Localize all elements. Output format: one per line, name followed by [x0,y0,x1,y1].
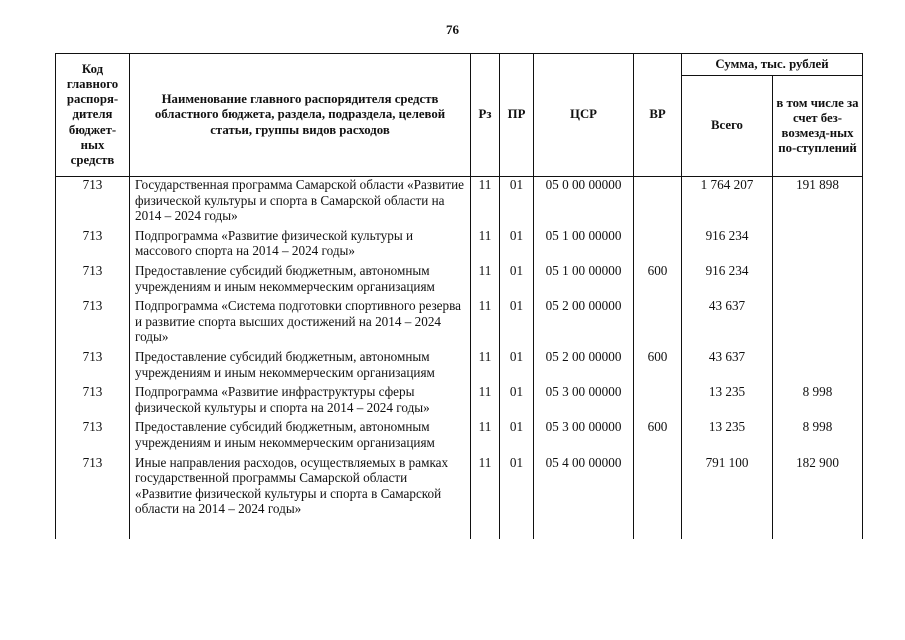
cell-csr: 05 3 00 00000 [534,384,634,419]
cell-total: 13 235 [682,419,773,454]
cell-total: 916 234 [682,263,773,298]
cell-code: 713 [56,298,130,349]
cell-incl [773,349,863,384]
table-row [56,455,863,539]
cell-code: 713 [56,263,130,298]
header-rz: Рз [471,54,500,177]
cell-code: 713 [56,349,130,384]
cell-csr: 05 4 00 00000 [534,455,634,539]
cell-total: 1 764 207 [682,177,773,228]
cell-incl [773,228,863,263]
cell-total: 791 100 [682,455,773,539]
cell-incl: 191 898 [773,177,863,228]
cell-rz: 11 [471,384,500,419]
cell-csr: 05 0 00 00000 [534,177,634,228]
cell-rz: 11 [471,177,500,228]
cell-name: Иные направления расходов, осуществляемых в рамках государственной программы Самарской области «Развитие физической культуры и спорта в Самарской области на 2014 – 2024 годы» [130,455,471,539]
table-row [56,419,863,454]
cell-total: 13 235 [682,384,773,419]
header-sum-group: Сумма, тыс. рублей [682,54,863,76]
header-total: Всего [682,76,773,177]
cell-csr: 05 1 00 00000 [534,228,634,263]
cell-name: Предоставление субсидий бюджетным, автономным учреждениям и иным некоммерческим организациям [130,419,471,454]
cell-code: 713 [56,384,130,419]
cell-name: Предоставление субсидий бюджетным, автономным учреждениям и иным некоммерческим организациям [130,263,471,298]
cell-pr: 01 [500,263,534,298]
cell-vr: 600 [634,263,682,298]
cell-total: 43 637 [682,298,773,349]
cell-csr: 05 2 00 00000 [534,349,634,384]
cell-name: Предоставление субсидий бюджетным, автономным учреждениям и иным некоммерческим организациям [130,349,471,384]
cell-pr: 01 [500,384,534,419]
cell-vr [634,384,682,419]
cell-vr [634,228,682,263]
cell-rz: 11 [471,263,500,298]
cell-rz: 11 [471,228,500,263]
cell-code: 713 [56,177,130,228]
header-row-top [56,54,863,76]
table-row [56,177,863,228]
cell-pr: 01 [500,177,534,228]
cell-incl: 182 900 [773,455,863,539]
cell-pr: 01 [500,349,534,384]
cell-code: 713 [56,228,130,263]
cell-name: Подпрограмма «Система подготовки спортивного резерва и развитие спорта высших достижений на 2014 – 2024 годы» [130,298,471,349]
header-pr: ПР [500,54,534,177]
header-incl: в том числе за счет без-возмезд-ных по-ступлений [773,76,863,177]
table-row [56,349,863,384]
cell-pr: 01 [500,455,534,539]
cell-total: 43 637 [682,349,773,384]
budget-table [55,53,863,539]
cell-incl: 8 998 [773,384,863,419]
header-name: Наименование главного распорядителя средств областного бюджета, раздела, подраздела, целевой статьи, группы видов расходов [130,54,471,177]
cell-incl [773,298,863,349]
page-number: 76 [446,22,459,37]
table-row [56,263,863,298]
cell-rz: 11 [471,349,500,384]
cell-rz: 11 [471,298,500,349]
cell-csr: 05 2 00 00000 [534,298,634,349]
cell-vr: 600 [634,349,682,384]
cell-pr: 01 [500,298,534,349]
cell-total: 916 234 [682,228,773,263]
cell-name: Подпрограмма «Развитие инфраструктуры сферы физической культуры и спорта на 2014 – 2024 годы» [130,384,471,419]
cell-vr [634,177,682,228]
cell-name: Государственная программа Самарской области «Развитие физической культуры и спорта в Самарской области на 2014 – 2024 годы» [130,177,471,228]
cell-pr: 01 [500,419,534,454]
cell-rz: 11 [471,419,500,454]
cell-code: 713 [56,419,130,454]
cell-csr: 05 3 00 00000 [534,419,634,454]
table-row [56,384,863,419]
table-row [56,298,863,349]
table-row [56,228,863,263]
cell-name: Подпрограмма «Развитие физической культуры и массового спорта на 2014 – 2024 годы» [130,228,471,263]
cell-vr: 600 [634,419,682,454]
cell-vr [634,298,682,349]
cell-code: 713 [56,455,130,539]
cell-incl [773,263,863,298]
cell-vr [634,455,682,539]
header-csr: ЦСР [534,54,634,177]
cell-pr: 01 [500,228,534,263]
cell-csr: 05 1 00 00000 [534,263,634,298]
header-code: Код главного распоря-дителя бюджет-ных средств [56,54,130,177]
table-body [56,177,863,539]
cell-rz: 11 [471,455,500,539]
cell-incl: 8 998 [773,419,863,454]
header-vr: ВР [634,54,682,177]
